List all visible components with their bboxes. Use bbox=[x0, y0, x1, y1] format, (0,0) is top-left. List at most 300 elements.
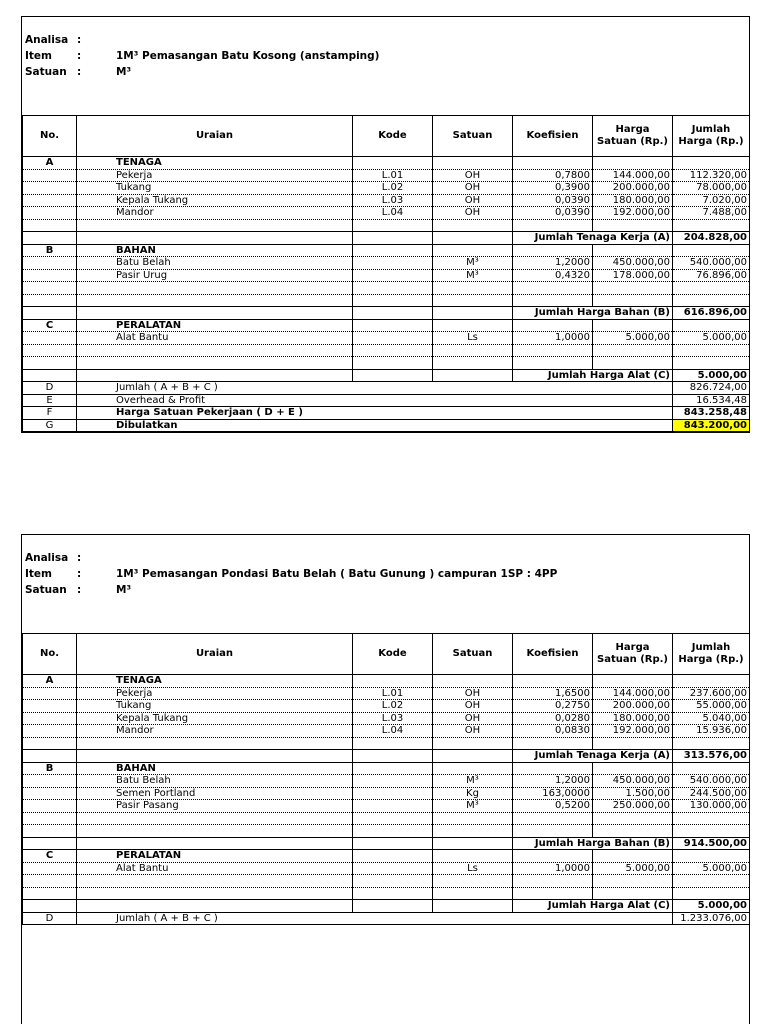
cell bbox=[23, 700, 77, 713]
cell bbox=[673, 219, 750, 232]
group-no: A bbox=[23, 675, 77, 688]
cell bbox=[23, 369, 77, 382]
kode-cell: L.03 bbox=[353, 712, 433, 725]
cell bbox=[23, 307, 77, 320]
cell bbox=[593, 875, 673, 888]
table-row bbox=[23, 725, 750, 738]
cell bbox=[593, 357, 673, 370]
table-row bbox=[23, 169, 750, 182]
cell bbox=[673, 875, 750, 888]
item-label: Item bbox=[25, 50, 52, 62]
cell bbox=[77, 900, 353, 913]
koefisien-cell: 0,5200 bbox=[513, 800, 593, 813]
group-no: C bbox=[23, 319, 77, 332]
cell bbox=[673, 850, 750, 863]
harga-cell: 250.000,00 bbox=[593, 800, 673, 813]
cell bbox=[673, 812, 750, 825]
cell bbox=[353, 319, 433, 332]
cell bbox=[353, 244, 433, 257]
blank-row bbox=[23, 825, 750, 838]
summary-label: Dibulatkan bbox=[77, 419, 673, 432]
satuan-label: Satuan bbox=[25, 66, 67, 78]
uraian-cell: Pekerja bbox=[77, 169, 353, 182]
blank-row bbox=[23, 737, 750, 750]
cell bbox=[77, 232, 353, 245]
column-header-0: No. bbox=[23, 116, 77, 157]
cell bbox=[673, 825, 750, 838]
cell bbox=[77, 282, 353, 295]
column-header-3: Satuan bbox=[433, 634, 513, 675]
cell bbox=[433, 282, 513, 295]
cell bbox=[23, 282, 77, 295]
cell bbox=[593, 850, 673, 863]
cell bbox=[23, 737, 77, 750]
cell bbox=[593, 825, 673, 838]
subtotal-value: 5.000,00 bbox=[673, 369, 750, 382]
column-header-4: Koefisien bbox=[513, 116, 593, 157]
cell bbox=[513, 737, 593, 750]
cell bbox=[23, 357, 77, 370]
group-title: PERALATAN bbox=[77, 850, 353, 863]
cell bbox=[593, 762, 673, 775]
kode-cell: L.02 bbox=[353, 182, 433, 195]
cell bbox=[433, 675, 513, 688]
cell bbox=[23, 837, 77, 850]
blank-row bbox=[23, 294, 750, 307]
summary-row bbox=[23, 407, 750, 420]
koefisien-cell: 0,4320 bbox=[513, 269, 593, 282]
cell bbox=[433, 762, 513, 775]
group-header-row bbox=[23, 762, 750, 775]
cell bbox=[673, 319, 750, 332]
cell bbox=[433, 357, 513, 370]
cell bbox=[673, 737, 750, 750]
jumlah-cell: 237.600,00 bbox=[673, 687, 750, 700]
subtotal-row bbox=[23, 232, 750, 245]
kode-cell: L.03 bbox=[353, 194, 433, 207]
analysis-table bbox=[22, 115, 750, 432]
group-header-row bbox=[23, 157, 750, 170]
jumlah-cell: 7.488,00 bbox=[673, 207, 750, 220]
cell bbox=[23, 900, 77, 913]
harga-cell: 450.000,00 bbox=[593, 257, 673, 270]
satuan-label: Satuan bbox=[25, 584, 67, 596]
summary-no: F bbox=[23, 407, 77, 420]
cell bbox=[23, 687, 77, 700]
subtotal-value: 616.896,00 bbox=[673, 307, 750, 320]
cell bbox=[23, 825, 77, 838]
cell bbox=[673, 357, 750, 370]
group-title: TENAGA bbox=[77, 157, 353, 170]
blank-row bbox=[23, 344, 750, 357]
summary-value: 16.534,48 bbox=[673, 394, 750, 407]
cell bbox=[673, 762, 750, 775]
item-colon: : bbox=[77, 50, 82, 62]
cell bbox=[353, 762, 433, 775]
sheet-header bbox=[22, 17, 749, 115]
cell bbox=[513, 875, 593, 888]
koefisien-cell: 1,0000 bbox=[513, 332, 593, 345]
cell bbox=[23, 875, 77, 888]
harga-cell: 180.000,00 bbox=[593, 194, 673, 207]
group-title: BAHAN bbox=[77, 244, 353, 257]
subtotal-label: Jumlah Tenaga Kerja (A) bbox=[513, 750, 673, 763]
cell bbox=[433, 750, 513, 763]
cell bbox=[433, 875, 513, 888]
uraian-cell: Pasir Pasang bbox=[77, 800, 353, 813]
kode-cell bbox=[353, 862, 433, 875]
column-header-3: Satuan bbox=[433, 116, 513, 157]
blank-row bbox=[23, 812, 750, 825]
group-header-row bbox=[23, 675, 750, 688]
cell bbox=[353, 357, 433, 370]
cell bbox=[593, 344, 673, 357]
cell bbox=[77, 219, 353, 232]
table-row bbox=[23, 207, 750, 220]
harga-cell: 192.000,00 bbox=[593, 725, 673, 738]
group-title: PERALATAN bbox=[77, 319, 353, 332]
cell bbox=[353, 232, 433, 245]
koefisien-cell: 0,0390 bbox=[513, 207, 593, 220]
cell bbox=[513, 887, 593, 900]
koefisien-cell: 0,2750 bbox=[513, 700, 593, 713]
summary-no: G bbox=[23, 419, 77, 432]
uraian-cell: Batu Belah bbox=[77, 775, 353, 788]
cell bbox=[433, 319, 513, 332]
group-title: TENAGA bbox=[77, 675, 353, 688]
uraian-cell: Semen Portland bbox=[77, 787, 353, 800]
satuan-cell: OH bbox=[433, 687, 513, 700]
group-no: B bbox=[23, 762, 77, 775]
kode-cell bbox=[353, 269, 433, 282]
summary-label: Jumlah ( A + B + C ) bbox=[77, 912, 673, 925]
analysis-sheet-1 bbox=[21, 16, 750, 433]
summary-label: Jumlah ( A + B + C ) bbox=[77, 382, 673, 395]
cell bbox=[23, 712, 77, 725]
cell bbox=[593, 219, 673, 232]
satuan-value: M³ bbox=[116, 584, 132, 596]
cell bbox=[513, 319, 593, 332]
cell bbox=[353, 675, 433, 688]
cell bbox=[513, 157, 593, 170]
column-header-2: Kode bbox=[353, 116, 433, 157]
harga-cell: 5.000,00 bbox=[593, 862, 673, 875]
cell bbox=[353, 294, 433, 307]
harga-cell: 1.500,00 bbox=[593, 787, 673, 800]
header-row bbox=[23, 116, 750, 157]
group-no: C bbox=[23, 850, 77, 863]
cell bbox=[23, 750, 77, 763]
table-row bbox=[23, 862, 750, 875]
subtotal-label: Jumlah Tenaga Kerja (A) bbox=[513, 232, 673, 245]
cell bbox=[593, 282, 673, 295]
summary-value: 843.258,48 bbox=[673, 407, 750, 420]
table-row bbox=[23, 194, 750, 207]
summary-row bbox=[23, 394, 750, 407]
cell bbox=[77, 344, 353, 357]
cell bbox=[353, 344, 433, 357]
cell bbox=[77, 307, 353, 320]
satuan-cell: M³ bbox=[433, 269, 513, 282]
uraian-cell: Alat Bantu bbox=[77, 862, 353, 875]
item-label: Item bbox=[25, 568, 52, 580]
summary-no: E bbox=[23, 394, 77, 407]
group-title: BAHAN bbox=[77, 762, 353, 775]
cell bbox=[433, 887, 513, 900]
column-header-5: Harga Satuan (Rp.) bbox=[593, 116, 673, 157]
cell bbox=[353, 750, 433, 763]
column-header-2: Kode bbox=[353, 634, 433, 675]
jumlah-cell: 130.000,00 bbox=[673, 800, 750, 813]
koefisien-cell: 0,0280 bbox=[513, 712, 593, 725]
koefisien-cell: 1,2000 bbox=[513, 257, 593, 270]
subtotal-label: Jumlah Harga Alat (C) bbox=[513, 369, 673, 382]
table-row bbox=[23, 800, 750, 813]
blank-row bbox=[23, 282, 750, 295]
summary-label: Harga Satuan Pekerjaan ( D + E ) bbox=[77, 407, 673, 420]
jumlah-cell: 5.040,00 bbox=[673, 712, 750, 725]
satuan-cell: M³ bbox=[433, 257, 513, 270]
cell bbox=[353, 825, 433, 838]
analisa-label: Analisa bbox=[25, 552, 69, 564]
summary-label: Overhead & Profit bbox=[77, 394, 673, 407]
table-row bbox=[23, 700, 750, 713]
cell bbox=[23, 862, 77, 875]
jumlah-cell: 5.000,00 bbox=[673, 332, 750, 345]
cell bbox=[433, 737, 513, 750]
jumlah-cell: 540.000,00 bbox=[673, 257, 750, 270]
item-colon: : bbox=[77, 568, 82, 580]
blank-row bbox=[23, 357, 750, 370]
uraian-cell: Pekerja bbox=[77, 687, 353, 700]
kode-cell: L.04 bbox=[353, 207, 433, 220]
koefisien-cell: 163,0000 bbox=[513, 787, 593, 800]
analisa-label: Analisa bbox=[25, 34, 69, 46]
harga-cell: 200.000,00 bbox=[593, 182, 673, 195]
cell bbox=[77, 875, 353, 888]
table-row bbox=[23, 787, 750, 800]
cell bbox=[673, 244, 750, 257]
subtotal-row bbox=[23, 900, 750, 913]
harga-cell: 144.000,00 bbox=[593, 169, 673, 182]
summary-value: 843.200,00 bbox=[673, 419, 750, 432]
jumlah-cell: 7.020,00 bbox=[673, 194, 750, 207]
cell bbox=[353, 900, 433, 913]
cell bbox=[433, 244, 513, 257]
cell bbox=[77, 294, 353, 307]
blank-row bbox=[23, 219, 750, 232]
koefisien-cell: 1,6500 bbox=[513, 687, 593, 700]
uraian-cell: Mandor bbox=[77, 207, 353, 220]
cell bbox=[593, 157, 673, 170]
cell bbox=[433, 219, 513, 232]
cell bbox=[433, 307, 513, 320]
cell bbox=[353, 369, 433, 382]
cell bbox=[23, 194, 77, 207]
koefisien-cell: 1,2000 bbox=[513, 775, 593, 788]
jumlah-cell: 5.000,00 bbox=[673, 862, 750, 875]
table-row bbox=[23, 712, 750, 725]
cell bbox=[433, 369, 513, 382]
cell bbox=[77, 837, 353, 850]
subtotal-label: Jumlah Harga Bahan (B) bbox=[513, 307, 673, 320]
cell bbox=[513, 357, 593, 370]
cell bbox=[433, 157, 513, 170]
cell bbox=[353, 837, 433, 850]
subtotal-value: 5.000,00 bbox=[673, 900, 750, 913]
summary-value: 1.233.076,00 bbox=[673, 912, 750, 925]
cell bbox=[673, 675, 750, 688]
cell bbox=[433, 232, 513, 245]
group-header-row bbox=[23, 319, 750, 332]
uraian-cell: Kepala Tukang bbox=[77, 194, 353, 207]
cell bbox=[23, 775, 77, 788]
subtotal-label: Jumlah Harga Bahan (B) bbox=[513, 837, 673, 850]
cell bbox=[433, 344, 513, 357]
satuan-cell: OH bbox=[433, 207, 513, 220]
subtotal-value: 204.828,00 bbox=[673, 232, 750, 245]
jumlah-cell: 244.500,00 bbox=[673, 787, 750, 800]
cell bbox=[77, 812, 353, 825]
satuan-cell: OH bbox=[433, 712, 513, 725]
cell bbox=[673, 344, 750, 357]
column-header-4: Koefisien bbox=[513, 634, 593, 675]
cell bbox=[513, 244, 593, 257]
satuan-value: M³ bbox=[116, 66, 132, 78]
blank-row bbox=[23, 875, 750, 888]
cell bbox=[23, 207, 77, 220]
harga-cell: 200.000,00 bbox=[593, 700, 673, 713]
cell bbox=[23, 232, 77, 245]
cell bbox=[513, 219, 593, 232]
koefisien-cell: 0,3900 bbox=[513, 182, 593, 195]
analisa-colon: : bbox=[77, 34, 82, 46]
subtotal-label: Jumlah Harga Alat (C) bbox=[513, 900, 673, 913]
satuan-cell: OH bbox=[433, 169, 513, 182]
satuan-cell: Kg bbox=[433, 787, 513, 800]
cell bbox=[593, 294, 673, 307]
cell bbox=[433, 900, 513, 913]
cell bbox=[23, 800, 77, 813]
cell bbox=[353, 157, 433, 170]
cell bbox=[353, 307, 433, 320]
koefisien-cell: 0,7800 bbox=[513, 169, 593, 182]
satuan-cell: OH bbox=[433, 194, 513, 207]
uraian-cell: Pasir Urug bbox=[77, 269, 353, 282]
cell bbox=[23, 787, 77, 800]
cell bbox=[673, 282, 750, 295]
uraian-cell: Kepala Tukang bbox=[77, 712, 353, 725]
cell bbox=[353, 812, 433, 825]
column-header-5: Harga Satuan (Rp.) bbox=[593, 634, 673, 675]
cell bbox=[23, 182, 77, 195]
satuan-cell: OH bbox=[433, 182, 513, 195]
kode-cell: L.01 bbox=[353, 687, 433, 700]
sheet-header bbox=[22, 535, 749, 633]
cell bbox=[23, 257, 77, 270]
group-header-row bbox=[23, 850, 750, 863]
summary-row bbox=[23, 419, 750, 432]
cell bbox=[513, 282, 593, 295]
koefisien-cell: 0,0830 bbox=[513, 725, 593, 738]
summary-row bbox=[23, 912, 750, 925]
kode-cell: L.04 bbox=[353, 725, 433, 738]
satuan-cell: M³ bbox=[433, 775, 513, 788]
harga-cell: 180.000,00 bbox=[593, 712, 673, 725]
cell bbox=[23, 332, 77, 345]
subtotal-value: 914.500,00 bbox=[673, 837, 750, 850]
cell bbox=[513, 762, 593, 775]
cell bbox=[513, 812, 593, 825]
cell bbox=[23, 725, 77, 738]
satuan-cell: M³ bbox=[433, 800, 513, 813]
group-no: A bbox=[23, 157, 77, 170]
satuan-colon: : bbox=[77, 66, 82, 78]
kode-cell bbox=[353, 787, 433, 800]
analisa-colon: : bbox=[77, 552, 82, 564]
cell bbox=[433, 812, 513, 825]
cell bbox=[77, 887, 353, 900]
kode-cell: L.02 bbox=[353, 700, 433, 713]
harga-cell: 5.000,00 bbox=[593, 332, 673, 345]
cell bbox=[23, 219, 77, 232]
cell bbox=[77, 357, 353, 370]
satuan-cell: Ls bbox=[433, 332, 513, 345]
summary-no: D bbox=[23, 912, 77, 925]
kode-cell: L.01 bbox=[353, 169, 433, 182]
cell bbox=[673, 887, 750, 900]
jumlah-cell: 78.000,00 bbox=[673, 182, 750, 195]
satuan-cell: OH bbox=[433, 700, 513, 713]
subtotal-row bbox=[23, 307, 750, 320]
cell bbox=[353, 737, 433, 750]
harga-cell: 144.000,00 bbox=[593, 687, 673, 700]
subtotal-row bbox=[23, 837, 750, 850]
subtotal-value: 313.576,00 bbox=[673, 750, 750, 763]
cell bbox=[513, 675, 593, 688]
kode-cell bbox=[353, 332, 433, 345]
cell bbox=[353, 219, 433, 232]
cell bbox=[513, 825, 593, 838]
cell bbox=[23, 887, 77, 900]
cell bbox=[433, 825, 513, 838]
column-header-1: Uraian bbox=[77, 116, 353, 157]
table-row bbox=[23, 269, 750, 282]
cell bbox=[593, 244, 673, 257]
table-row bbox=[23, 182, 750, 195]
cell bbox=[673, 157, 750, 170]
table-row bbox=[23, 332, 750, 345]
table-row bbox=[23, 257, 750, 270]
jumlah-cell: 112.320,00 bbox=[673, 169, 750, 182]
column-header-6: Jumlah Harga (Rp.) bbox=[673, 116, 750, 157]
cell bbox=[77, 825, 353, 838]
table-row bbox=[23, 775, 750, 788]
cell bbox=[673, 294, 750, 307]
cell bbox=[77, 369, 353, 382]
summary-value: 826.724,00 bbox=[673, 382, 750, 395]
cell bbox=[353, 875, 433, 888]
koefisien-cell: 1,0000 bbox=[513, 862, 593, 875]
cell bbox=[77, 750, 353, 763]
cell bbox=[433, 294, 513, 307]
group-header-row bbox=[23, 244, 750, 257]
summary-no: D bbox=[23, 382, 77, 395]
cell bbox=[513, 344, 593, 357]
kode-cell bbox=[353, 775, 433, 788]
column-header-0: No. bbox=[23, 634, 77, 675]
cell bbox=[593, 675, 673, 688]
